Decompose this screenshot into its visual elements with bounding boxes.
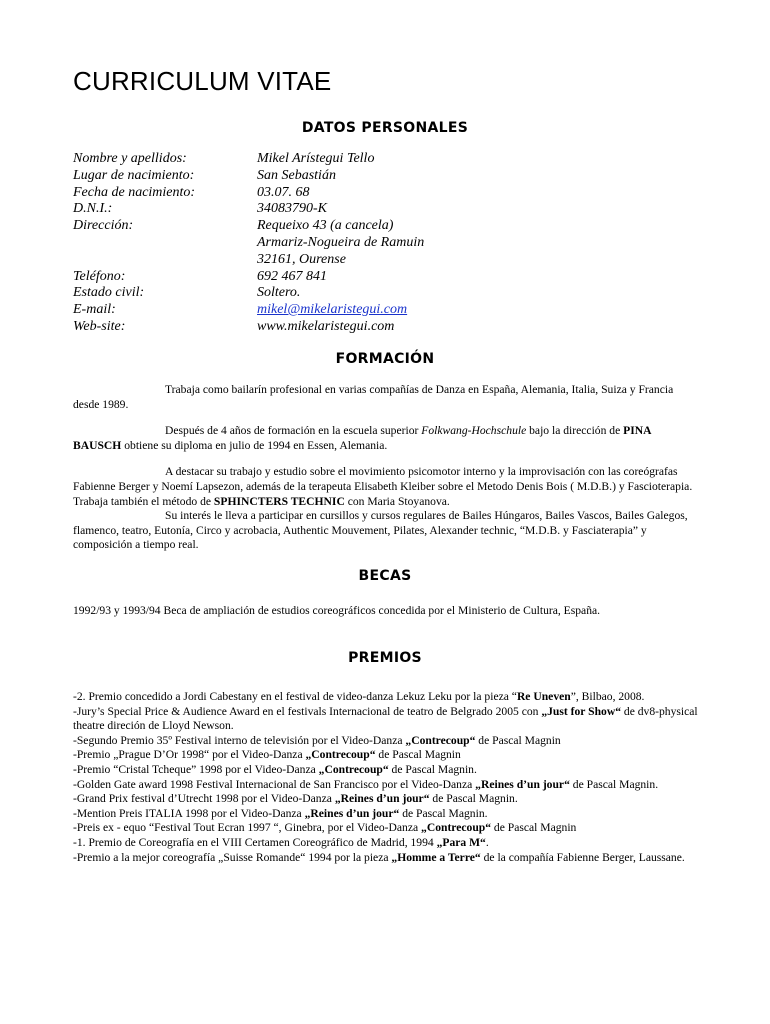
personal-row bbox=[73, 302, 424, 319]
field-value: Requeixo 43 (a cancela) bbox=[257, 218, 394, 234]
field-label: Web-site: bbox=[73, 318, 126, 334]
work-title: Re Uneven bbox=[516, 690, 571, 703]
text-run: -Segundo Premio 35º Festival interno de televisión por el Video-Danza bbox=[73, 733, 406, 747]
school-name: Folkwang-Hochschule bbox=[421, 424, 527, 438]
text-run: de Pascal Magnin bbox=[475, 733, 561, 747]
personal-row bbox=[73, 235, 424, 252]
work-title: „Just for Show“ bbox=[541, 704, 621, 718]
personal-row bbox=[73, 185, 424, 202]
section-heading-datos-personales: DATOS PERSONALES bbox=[301, 120, 469, 136]
teacher-name: PINA BAUSCH bbox=[73, 424, 651, 452]
personal-row bbox=[73, 319, 424, 336]
text-run: de Pascal Magnin. bbox=[388, 762, 477, 776]
text-run: -2. Premio concedido a Jordi Cabestany en el festival de video-danza Lekuz Leku por la pieza “ bbox=[73, 690, 517, 703]
text-run: con Maria Stoyanova. bbox=[344, 494, 450, 508]
text-run: . bbox=[485, 835, 489, 849]
field-value: Soltero. bbox=[257, 285, 301, 301]
premio-item bbox=[73, 778, 698, 793]
text-run: -Preis ex - equo “Festival Tout Ecran 1997 “, Ginebra, por el Video-Danza bbox=[73, 821, 422, 835]
text-run: de dv8-physical theatre direción de Lloyd Newson. bbox=[73, 704, 698, 733]
work-title: „Reines d’un jour“ bbox=[304, 806, 400, 820]
work-title: „Homme a Terre“ bbox=[391, 850, 481, 864]
text-run: A destacar su trabajo y estudio sobre el movimiento psicomotor interno y la improvisación con las coreógrafas Fabienne Berger y Noemí Lapsezon, además de la terapeuta Elisabeth Kleiber sobre el Metodo Denis Bois ( M.D.B.) y Fascioterapia. Trabaja también el método de bbox=[73, 465, 693, 508]
text-run: -Premio „Prague D’Or 1998“ por el Video-Danza bbox=[73, 748, 306, 762]
work-title: „Para M“ bbox=[436, 835, 486, 849]
text-run: de Pascal Magnin bbox=[491, 821, 577, 835]
text-run: de Pascal Magnin bbox=[375, 748, 461, 762]
section-heading-premios: PREMIOS bbox=[348, 650, 422, 666]
text-run: -Mention Preis ITALIA 1998 por el Video-Danza bbox=[73, 806, 305, 820]
field-value: San Sebastián bbox=[257, 167, 336, 183]
work-title: „Reines d’un jour“ bbox=[334, 792, 430, 806]
premio-item bbox=[73, 734, 698, 749]
premio-item bbox=[73, 705, 698, 734]
field-label: D.N.I.: bbox=[73, 201, 113, 217]
work-title: „Contrecoup“ bbox=[421, 821, 492, 835]
personal-row bbox=[73, 252, 424, 269]
field-value: 34083790-K bbox=[257, 201, 327, 217]
becas-text: 1992/93 y 1993/94 Beca de ampliación de estudios coreográficos concedida por el Ministerio de Cultura, España. bbox=[73, 604, 601, 617]
field-label: Dirección: bbox=[73, 218, 134, 234]
section-heading-becas: BECAS bbox=[358, 568, 412, 584]
premio-item bbox=[73, 807, 698, 822]
work-title: „Reines d’un jour“ bbox=[475, 777, 570, 791]
text-run: bajo la dirección de bbox=[526, 424, 624, 438]
formacion-paragraph: Trabaja como bailarín profesional en varias compañías de Danza en España, Alemania, Italia, Suiza y Francia desde 1989. bbox=[73, 383, 674, 411]
premio-item bbox=[73, 821, 698, 836]
premio-item bbox=[73, 763, 698, 778]
premio-item bbox=[73, 690, 698, 705]
personal-row bbox=[73, 285, 424, 302]
text-run: -1. Premio de Coreografía en el VIII Certamen Coreográfico de Madrid, 1994 bbox=[73, 835, 437, 849]
field-label: Nombre y apellidos: bbox=[73, 151, 187, 166]
personal-row bbox=[73, 269, 424, 286]
text-run: -Golden Gate award 1998 Festival Internacional de San Francisco por el Video-Danza bbox=[73, 777, 476, 791]
technique-name: SPHINCTERS TECHNIC bbox=[213, 494, 345, 508]
text-run: -Premio a la mejor coreografía „Suisse Romande“ 1994 por la pieza bbox=[73, 850, 392, 864]
field-label bbox=[73, 235, 257, 252]
personal-data bbox=[73, 151, 424, 336]
premios-list bbox=[73, 690, 698, 865]
formacion-body bbox=[73, 383, 698, 553]
field-label: Fecha de nacimiento: bbox=[73, 184, 196, 200]
personal-row bbox=[73, 168, 424, 185]
section-heading-formacion: FORMACIÓN bbox=[335, 351, 435, 367]
text-run: Después de 4 años de formación en la escuela superior bbox=[165, 424, 422, 438]
field-value: 692 467 841 bbox=[257, 268, 327, 284]
premio-item bbox=[73, 851, 698, 866]
personal-row bbox=[73, 151, 424, 168]
text-run: ”, Bilbao, 2008. bbox=[570, 690, 645, 703]
text-run: de la compañía Fabienne Berger, Laussane. bbox=[480, 850, 685, 864]
email-link[interactable]: mikel@mikelaristegui.com bbox=[257, 302, 408, 318]
personal-row bbox=[73, 218, 424, 235]
field-value: Armariz-Nogueira de Ramuin bbox=[257, 234, 425, 250]
text-run: -Jury’s Special Price & Audience Award en el festivals Internacional de teatro de Belgrado 2005 con bbox=[73, 704, 542, 718]
field-label: Estado civil: bbox=[73, 285, 145, 301]
text-run: -Premio “Cristal Tcheque” 1998 por el Video-Danza bbox=[73, 762, 319, 776]
website-text: www.mikelaristegui.com bbox=[257, 318, 395, 334]
personal-row bbox=[73, 201, 424, 218]
text-run: de Pascal Magnin. bbox=[429, 792, 518, 806]
work-title: „Contrecoup“ bbox=[305, 748, 376, 762]
field-label bbox=[73, 252, 257, 269]
premio-item bbox=[73, 748, 698, 763]
work-title: „Contrecoup“ bbox=[318, 762, 389, 776]
field-value: Mikel Arístegui Tello bbox=[257, 151, 375, 166]
becas-body bbox=[73, 604, 698, 619]
text-run: de Pascal Magnin. bbox=[569, 777, 659, 791]
page-title: CURRICULUM VITAE bbox=[73, 66, 332, 96]
premio-item bbox=[73, 792, 698, 807]
work-title: „Contrecoup“ bbox=[405, 733, 476, 747]
field-value: 32161, Ourense bbox=[257, 251, 346, 267]
field-label: Teléfono: bbox=[73, 268, 126, 284]
premio-item bbox=[73, 836, 698, 851]
field-label: Lugar de nacimiento: bbox=[73, 167, 195, 183]
text-run: obtiene su diploma en julio de 1994 en Essen, Alemania. bbox=[121, 438, 388, 452]
formacion-paragraph bbox=[73, 424, 698, 453]
field-value: 03.07. 68 bbox=[257, 184, 310, 200]
text-run: de Pascal Magnin. bbox=[399, 806, 488, 820]
formacion-paragraph: Su interés le lleva a participar en cursillos y cursos regulares de Bailes Húngaros, Bailes Vascos, Bailes Galegos, flamenco, teatro, Eutonía, Circo y acrobacia, Authentic Mouvement, Pilates, Alexander technic, “M.D.B. y Fasciaterapia” y composición a tiempo real. bbox=[73, 509, 688, 552]
text-run: -Grand Prix festival d’Utrecht 1998 por el Video-Danza bbox=[73, 792, 335, 806]
field-label: E-mail: bbox=[73, 302, 116, 318]
formacion-paragraph bbox=[73, 465, 698, 509]
